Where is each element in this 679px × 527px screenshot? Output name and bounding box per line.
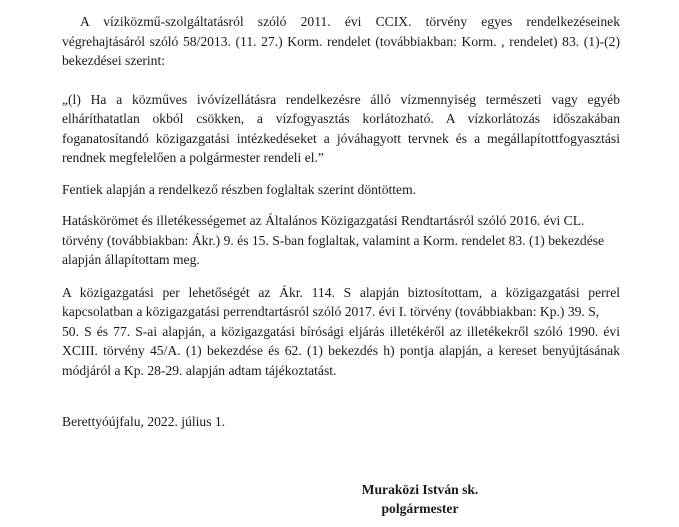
quoted-regulation: „(l) Ha a közműves ivóvízellátásra rendelkezésre álló vízmennyiség természeti vagy egyéb elháríthatatlan okból csökken, a vízfogyasztás korlátozható. A vízkorlátozás időszakában foganatosítandó közigazgatási intézkedéseket a jóváhagyott tervnek és a megállapítottfogyasztási rendnek megfelelően a polgármester rendeli el.” xyxy=(62,91,620,165)
legal-remedy-paragraph-2: 50. S és 77. S-ai alapján, a közigazgatási bírósági eljárás illetékéről az illetékekről szóló 1990. évi XCIII. törvény 45/A. (1) bekezdése és 62. (1) bekezdés h) pontja alapján, a kereset benyújtásának módjáról a Kp. 28-29. alapján adtam tájékoztatást. xyxy=(62,323,620,378)
legal-remedy-paragraph-1: A közigazgatási per lehetőségét az Ákr. 114. S alapján biztosítottam, a közigazgatási perrel kapcsolatban a közigazgatási perrendtartásról szóló 2017. évi I. törvény (továbbiakban: Kp.) 39. S, xyxy=(62,284,620,319)
signature-block xyxy=(355,480,485,518)
decision-paragraph: Fentiek alapján a rendelkező részben foglaltak szerint döntöttem. xyxy=(62,181,417,197)
signatory-name: Muraközi István sk. xyxy=(361,482,479,497)
document-body xyxy=(62,12,620,380)
jurisdiction-paragraph: Hatáskörömet és illetékességemet az Általános Közigazgatási Rendtartásról szóló 2016. évi CL. törvény (továbbiakban: Ákr.) 9. és 15. S-ban foglaltak, valamint a Korm. rendelet 83. (1) bekezdése alapján állapítottam meg. xyxy=(62,213,605,267)
intro-paragraph: A víziközmű-szolgáltatásról szóló 2011. évi CCIX. törvény egyes rendelkezéseinek végrehajtásáról szóló 58/2013. (11. 27.) Korm. rendelet (továbbiakban: Korm. , rendelet) 83. (1)-(2) bekezdései szerint: xyxy=(62,14,620,68)
date-line: Berettyóújfalu, 2022. július 1. xyxy=(62,414,226,429)
signatory-title: polgármester xyxy=(381,501,459,516)
